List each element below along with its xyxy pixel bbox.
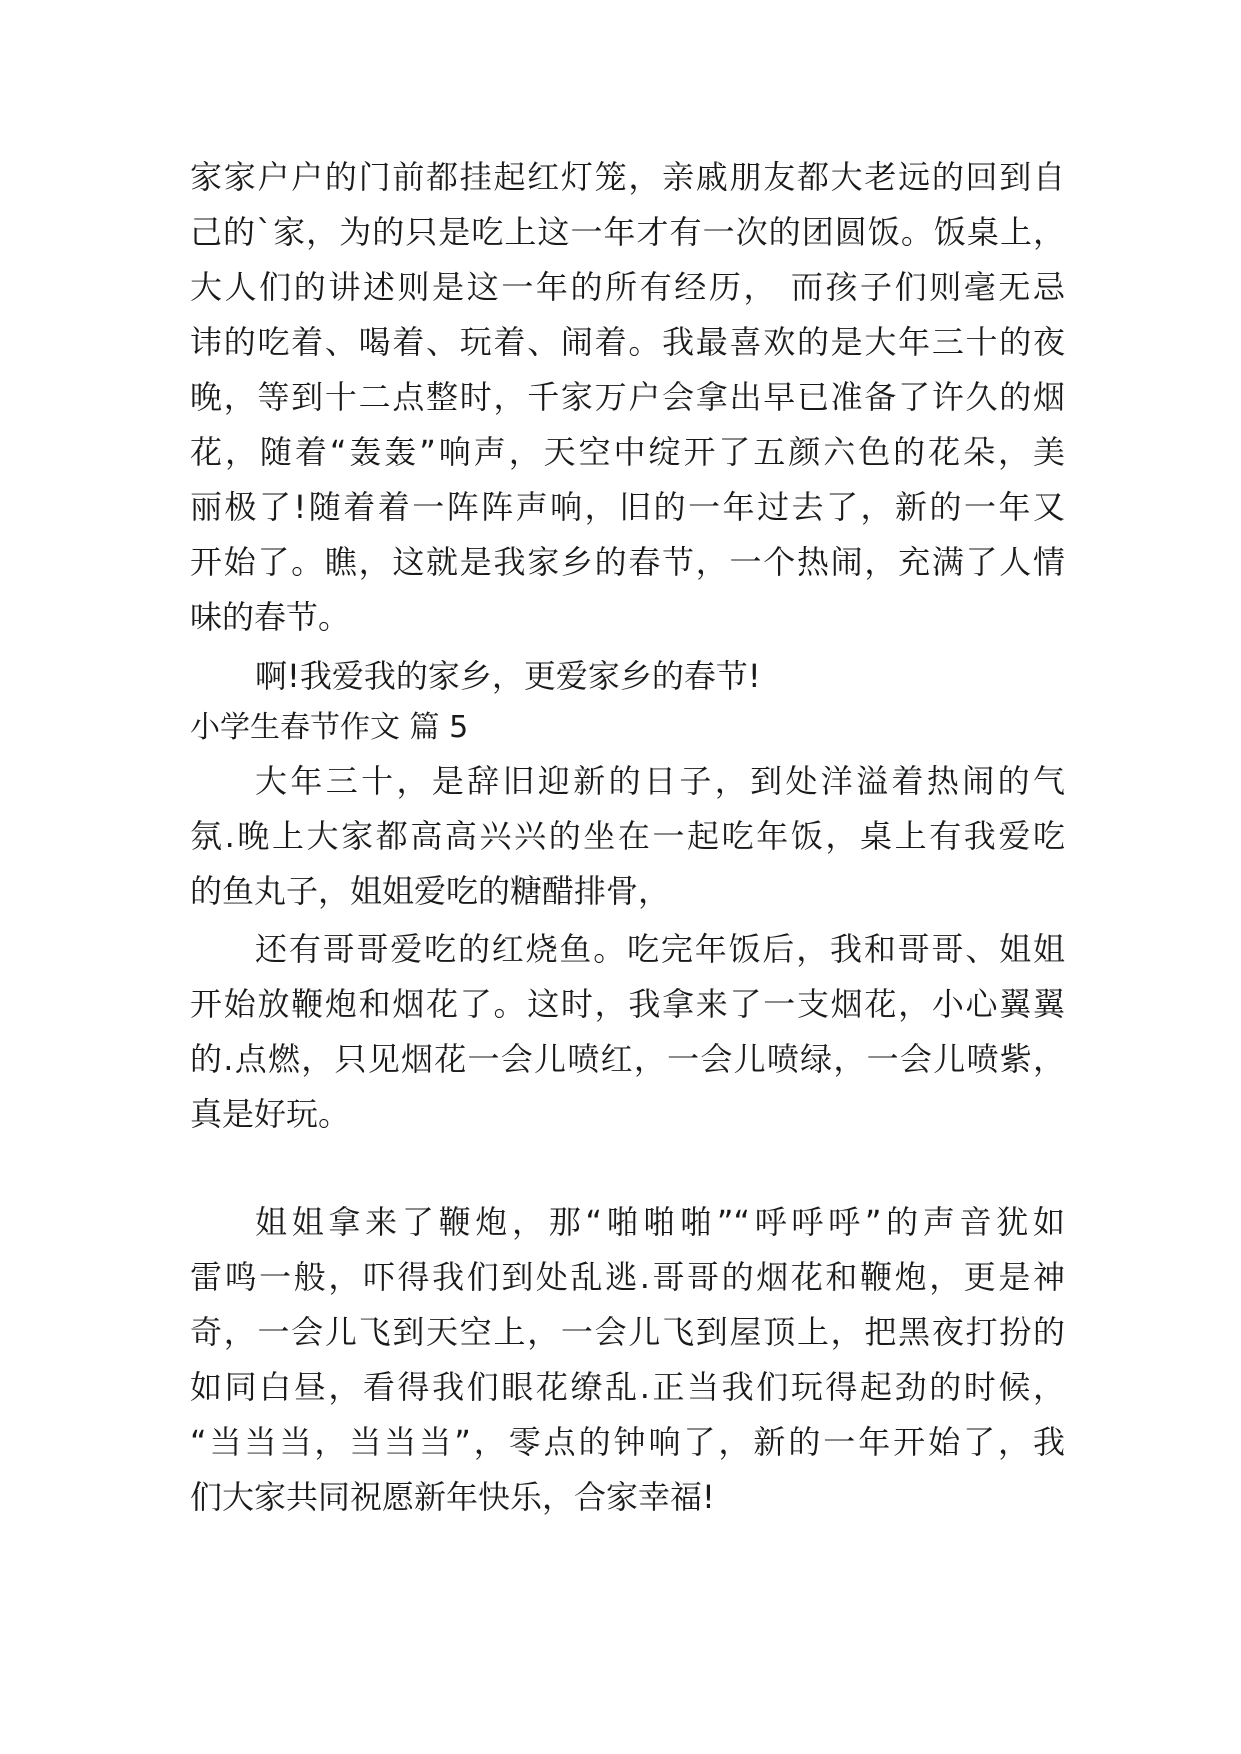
paragraph-5-line: 姐姐拿来了鞭炮，那“啪啪啪”“呼呼呼”的声音犹如: [255, 1203, 1065, 1241]
paragraph-3-line: 氛.晚上大家都高高兴兴的坐在一起吃年饭，桌上有我爱吃: [190, 817, 1065, 855]
paragraph-1-line: 花，随着“轰轰”响声，天空中绽开了五颜六色的花朵，美: [190, 433, 1065, 471]
paragraph-1-line: 晚，等到十二点整时，千家万户会拿出早已准备了许久的烟: [190, 378, 1065, 416]
paragraph-2-line: 啊!我爱我的家乡，更爱家乡的春节!: [255, 657, 761, 695]
paragraph-1-line: 丽极了!随着着一阵阵声响，旧的一年过去了，新的一年又: [190, 488, 1065, 526]
paragraph-5-line: 雷鸣一般，吓得我们到处乱逃.哥哥的烟花和鞭炮，更是神: [190, 1258, 1065, 1296]
paragraph-4-line: 开始放鞭炮和烟花了。这时，我拿来了一支烟花，小心翼翼: [190, 985, 1065, 1023]
paragraph-5-line: “当当当，当当当”，零点的钟响了，新的一年开始了，我: [190, 1423, 1065, 1461]
paragraph-5-line: 如同白昼，看得我们眼花缭乱.正当我们玩得起劲的时候，: [190, 1368, 1065, 1406]
paragraph-4-line: 还有哥哥爱吃的红烧鱼。吃完年饭后，我和哥哥、姐姐: [255, 930, 1065, 968]
paragraph-1-line: 家家户户的门前都挂起红灯笼，亲戚朋友都大老远的回到自: [190, 158, 1065, 196]
paragraph-1-line: 讳的吃着、喝着、玩着、闹着。我最喜欢的是大年三十的夜: [190, 323, 1065, 361]
paragraph-3-line: 大年三十，是辞旧迎新的日子，到处洋溢着热闹的气: [255, 762, 1065, 800]
paragraph-1-line: 己的`家，为的只是吃上这一年才有一次的团圆饭。饭桌上，: [190, 213, 1065, 251]
paragraph-1-line: 开始了。瞧，这就是我家乡的春节，一个热闹，充满了人情: [190, 543, 1065, 581]
paragraph-5-line: 们大家共同祝愿新年快乐，合家幸福!: [190, 1478, 715, 1516]
paragraph-1-line: 味的春节。: [190, 598, 351, 636]
paragraph-4-line: 真是好玩。: [190, 1095, 351, 1133]
paragraph-1-line: 大人们的讲述则是这一年的所有经历， 而孩子们则毫无忌: [190, 268, 1065, 306]
paragraph-3-line: 的鱼丸子，姐姐爱吃的糖醋排骨，: [190, 872, 671, 910]
paragraph-5-line: 奇，一会儿飞到天空上，一会儿飞到屋顶上，把黑夜打扮的: [190, 1313, 1065, 1351]
paragraph-4-line: 的.点燃，只见烟花一会儿喷红，一会儿喷绿，一会儿喷紫，: [190, 1040, 1065, 1078]
section-heading: 小学生春节作文 篇 5: [190, 710, 469, 745]
